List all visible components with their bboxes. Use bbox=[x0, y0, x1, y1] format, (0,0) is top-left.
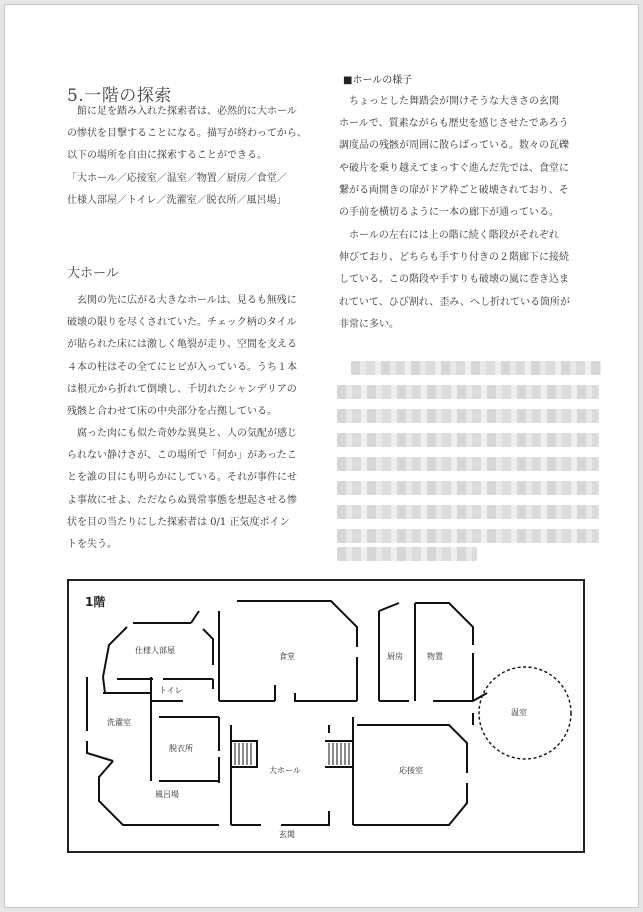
state-line: ホールの左右には上の階に続く階段がそれぞれ bbox=[349, 230, 559, 241]
state-line: している。この階段や手すりも破壊の嵐に巻き込ま bbox=[339, 274, 569, 286]
hall-line: 玄関の先に広がる大きなホールは、見るも無残に bbox=[77, 295, 297, 306]
state-line: 伸びており、どちらも手すり付きの２階廊下に接続 bbox=[339, 252, 569, 264]
stair-steps bbox=[235, 743, 349, 765]
redacted-line bbox=[337, 457, 599, 471]
hall-line: 状を目の当たりにした探索者は 0/1 正気度ポイン bbox=[67, 516, 290, 528]
hall-line: とを誰の目にも明らかにしている。それが事件にせ bbox=[67, 472, 297, 484]
hall-line: ４本の柱はその全てにヒビが入っている。うち１本 bbox=[67, 361, 297, 373]
redacted-line bbox=[337, 505, 599, 519]
redacted-line bbox=[337, 385, 599, 399]
intro-line: 「大ホール／応接室／温室／物置／厨房／食堂／ bbox=[67, 172, 287, 184]
floor-plan-walls bbox=[87, 601, 487, 825]
state-line: や破片を乗り越えてまっすぐ進んだ先では、食堂に bbox=[339, 162, 569, 174]
state-line: 調度品の残骸が周囲に散らばっている。数々の瓦礫 bbox=[339, 140, 569, 152]
state-line: ちょっとした舞踏会が開けそうな大きさの玄関 bbox=[349, 96, 559, 107]
state-line: れていて、ひび割れ、歪み、へし折れている箇所が bbox=[339, 296, 570, 308]
hall-heading: 大ホール bbox=[67, 266, 119, 281]
floor-map bbox=[67, 579, 585, 853]
hall-paragraph-2 bbox=[67, 423, 315, 556]
redacted-line bbox=[351, 361, 601, 375]
intro-line: 館に足を踏み入れた探索者は、必然的に大ホール bbox=[77, 106, 297, 117]
document-page bbox=[4, 4, 639, 908]
hall-line: よ事故にせよ、ただならぬ異常事態を想起させる惨 bbox=[67, 494, 297, 506]
state-line: 繋がる両開きの扉がドア枠ごと破壊されており、そ bbox=[339, 184, 569, 196]
room-label-greenhouse: 温室 bbox=[511, 708, 527, 717]
room-label-servant: 仕様人部屋 bbox=[135, 646, 175, 655]
hall-line: が貼られた床には激しく亀裂が走り、空間を支える bbox=[67, 339, 297, 351]
redacted-line bbox=[337, 547, 477, 561]
intro-line: の惨状を目撃することになる。描写が終わってから、 bbox=[67, 128, 307, 140]
hall-line: 破壊の限りを尽くされていた。チェック柄のタイル bbox=[67, 317, 297, 329]
hall-line: トを失う。 bbox=[67, 539, 117, 551]
state-line: ホールで、質素ながらも歴史を感じさせたであろう bbox=[339, 118, 569, 130]
redacted-line bbox=[337, 481, 599, 495]
redacted-text-block bbox=[337, 361, 609, 561]
hall-line: 残骸と合わせて床の中央部分を占拠している。 bbox=[67, 406, 277, 418]
intro-paragraph bbox=[67, 101, 315, 212]
floor-label: 1階 bbox=[85, 595, 106, 609]
hall-line: られない静けさが、この場所で「何か」があったこ bbox=[67, 450, 297, 462]
room-label-bath: 風呂場 bbox=[155, 790, 179, 799]
redacted-line bbox=[337, 433, 599, 447]
hall-state-paragraph-1 bbox=[339, 91, 589, 224]
hall-paragraph-1 bbox=[67, 290, 315, 423]
room-label-reception: 応接室 bbox=[399, 766, 423, 775]
hall-line: 腐った肉にも似た奇妙な異臭と、人の気配が感じ bbox=[77, 428, 297, 439]
room-label-hall: 大ホール bbox=[269, 766, 301, 775]
section-title: 5.一階の探索 bbox=[67, 86, 172, 106]
room-label-laundry: 洗濯室 bbox=[107, 718, 131, 727]
room-label-kitchen: 厨房 bbox=[387, 652, 403, 661]
hall-line: は根元から折れて倒壊し、千切れたシャンデリアの bbox=[67, 383, 297, 395]
floor-plan-svg bbox=[69, 581, 579, 847]
redacted-line bbox=[337, 529, 599, 543]
intro-line: 以下の場所を自由に探索することができる。 bbox=[67, 150, 267, 162]
room-label-dining: 食堂 bbox=[279, 652, 295, 661]
hall-state-heading: ■ホールの様子 bbox=[343, 75, 413, 86]
hall-state-paragraph-2 bbox=[339, 225, 589, 336]
redacted-line bbox=[337, 409, 599, 423]
state-line: の手前を横切るように一本の廊下が通っている。 bbox=[339, 207, 559, 219]
room-label-toilet: トイレ bbox=[159, 686, 183, 695]
room-label-entrance: 玄関 bbox=[279, 830, 295, 839]
intro-line: 仕様人部屋／トイレ／洗濯室／脱衣所／風呂場」 bbox=[67, 194, 287, 206]
state-line: 非常に多い。 bbox=[339, 318, 399, 330]
room-label-dressing: 脱衣所 bbox=[169, 744, 193, 753]
room-label-storage: 物置 bbox=[427, 652, 443, 661]
